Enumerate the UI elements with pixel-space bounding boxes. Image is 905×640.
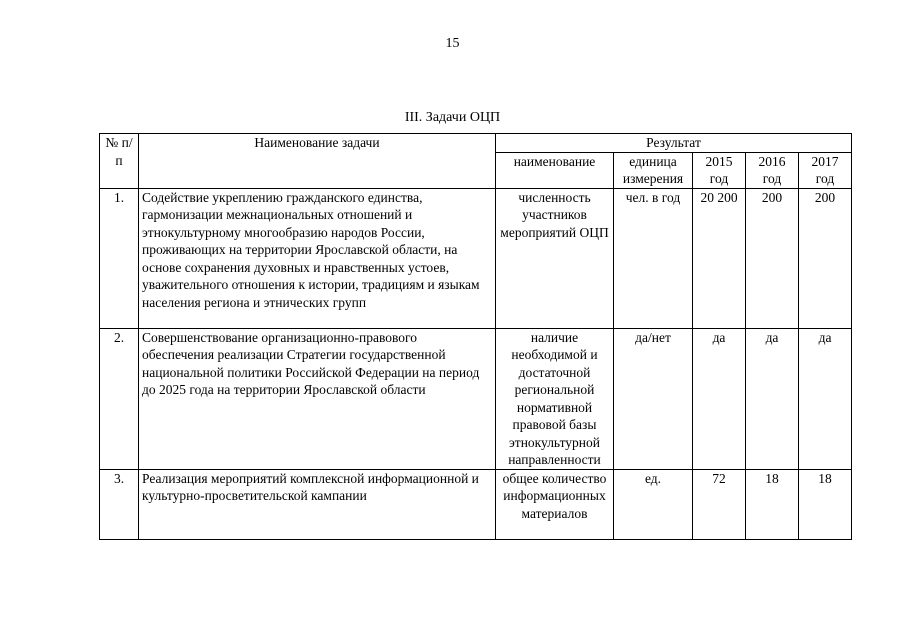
row-number: 2. bbox=[100, 328, 139, 469]
section-title: III. Задачи ОЦП bbox=[404, 110, 501, 125]
row-value-2016: да bbox=[746, 328, 799, 469]
row-indicator: наличие необходимой и достаточной региональной нормативной правовой базы этнокультурной направленности bbox=[496, 328, 614, 469]
page-number: 15 bbox=[445, 36, 460, 51]
row-indicator: общее количество информационных материалов bbox=[496, 469, 614, 539]
table-row bbox=[100, 328, 852, 469]
row-value-2016: 18 bbox=[746, 469, 799, 539]
row-unit: ед. bbox=[614, 469, 693, 539]
row-task: Содействие укреплению гражданского единства, гармонизации межнациональных отношений и этнокультурному многообразию народов России, проживающих на территории Ярославской области, на основе сохранения духовных и нравственных устоев, уважительного отношения к истории, традициям и языкам населения региона и этнических групп bbox=[139, 188, 496, 328]
header-number: № п/п bbox=[100, 134, 139, 189]
row-value-2017: 18 bbox=[799, 469, 852, 539]
row-value-2017: да bbox=[799, 328, 852, 469]
table-row bbox=[100, 469, 852, 539]
tasks-table bbox=[99, 133, 852, 540]
header-year-2015: 2015 год bbox=[693, 152, 746, 188]
header-year-2016: 2016 год bbox=[746, 152, 799, 188]
header-task-name: Наименование задачи bbox=[139, 134, 496, 189]
row-value-2017: 200 bbox=[799, 188, 852, 328]
table-row bbox=[100, 188, 852, 328]
row-value-2015: 72 bbox=[693, 469, 746, 539]
header-result: Результат bbox=[496, 134, 852, 153]
row-value-2016: 200 bbox=[746, 188, 799, 328]
header-row-top bbox=[100, 134, 852, 153]
row-value-2015: да bbox=[693, 328, 746, 469]
row-unit: да/нет bbox=[614, 328, 693, 469]
header-indicator: наименование bbox=[496, 152, 614, 188]
header-year-2017: 2017 год bbox=[799, 152, 852, 188]
row-number: 3. bbox=[100, 469, 139, 539]
header-unit: единица измерения bbox=[614, 152, 693, 188]
row-value-2015: 20 200 bbox=[693, 188, 746, 328]
row-indicator: численность участников мероприятий ОЦП bbox=[496, 188, 614, 328]
row-number: 1. bbox=[100, 188, 139, 328]
row-unit: чел. в год bbox=[614, 188, 693, 328]
row-task: Совершенствование организационно-правового обеспечения реализации Стратегии государственной национальной политики Российской Федерации на период до 2025 года на территории Ярославской области bbox=[139, 328, 496, 469]
row-task: Реализация мероприятий комплексной информационной и культурно-просветительской кампании bbox=[139, 469, 496, 539]
